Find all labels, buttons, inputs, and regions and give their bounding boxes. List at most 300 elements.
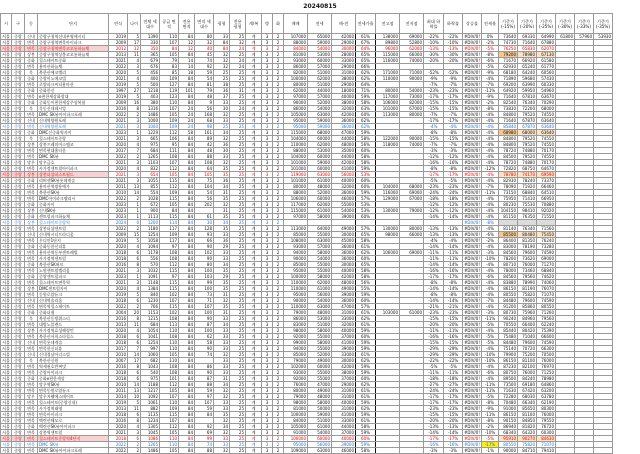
table-cell[interactable]: 35 bbox=[214, 166, 230, 172]
table-cell[interactable]: 계 bbox=[246, 286, 262, 292]
table-cell[interactable]: 78780 bbox=[499, 172, 518, 178]
table-cell[interactable]: 2022 bbox=[109, 442, 128, 448]
column-header[interactable]: 기준가 (-25%) bbox=[537, 14, 556, 34]
table-cell[interactable]: 84000 bbox=[284, 418, 308, 424]
table-cell[interactable]: -15% bbox=[444, 316, 463, 322]
table-cell[interactable]: 36000 bbox=[332, 244, 356, 250]
table-cell[interactable]: 109000 bbox=[284, 448, 308, 454]
table-cell[interactable]: -29% bbox=[444, 352, 463, 358]
table-cell[interactable]: #DIV/0! bbox=[464, 88, 480, 93]
column-header[interactable]: 나이 bbox=[128, 14, 141, 34]
table-cell[interactable]: 면목아이파크 bbox=[38, 412, 109, 418]
table-cell[interactable]: 66000 bbox=[400, 232, 424, 238]
table-cell[interactable]: 75820 bbox=[518, 292, 537, 298]
table-cell[interactable]: 90000 bbox=[400, 136, 424, 142]
table-cell[interactable]: 계 bbox=[246, 268, 262, 274]
table-cell[interactable]: 계 bbox=[246, 124, 262, 130]
table-cell[interactable]: 100000 bbox=[284, 436, 308, 442]
table-cell[interactable]: 84 bbox=[179, 382, 195, 388]
table-cell[interactable]: #DIV/0! bbox=[464, 148, 480, 153]
table-cell[interactable]: -11% bbox=[482, 316, 499, 322]
table-cell[interactable]: 1178 bbox=[141, 250, 160, 256]
table-cell[interactable]: -5% bbox=[424, 364, 444, 370]
table-cell[interactable]: 31 bbox=[214, 310, 230, 316]
table-cell[interactable]: 62070 bbox=[537, 46, 556, 52]
table-cell[interactable]: -3% bbox=[482, 250, 499, 256]
table-cell[interactable]: 79520 bbox=[518, 112, 537, 118]
table-cell[interactable]: -11% bbox=[444, 328, 463, 334]
table-cell[interactable]: 59% bbox=[356, 346, 376, 352]
table-cell[interactable]: 2013 bbox=[109, 406, 128, 412]
table-cell[interactable]: 67880 bbox=[537, 40, 556, 46]
table-cell[interactable]: 100 bbox=[195, 268, 214, 274]
table-cell[interactable]: 84710 bbox=[518, 448, 537, 454]
table-cell[interactable]: 60000 bbox=[308, 166, 332, 172]
table-cell[interactable]: #DIV/0! bbox=[464, 322, 480, 327]
table-cell[interactable]: 중랑 bbox=[12, 274, 25, 280]
table-cell[interactable]: 80550 bbox=[499, 292, 518, 298]
table-cell[interactable]: 2 bbox=[273, 358, 284, 364]
table-cell[interactable]: 2 bbox=[128, 226, 141, 232]
table-cell[interactable]: 44000 bbox=[332, 424, 356, 430]
table-cell[interactable]: 20 bbox=[128, 310, 141, 316]
table-cell[interactable]: -4% bbox=[424, 124, 444, 130]
table-cell[interactable]: 중랑 bbox=[12, 46, 25, 52]
table-cell[interactable]: 2 bbox=[273, 172, 284, 178]
table-cell[interactable]: 2011 bbox=[109, 388, 128, 394]
table-cell[interactable]: -8% bbox=[444, 166, 463, 172]
table-cell[interactable]: 44000 bbox=[332, 136, 356, 142]
table-cell[interactable]: 74060 bbox=[537, 280, 556, 286]
table-cell[interactable]: 중화 bbox=[25, 274, 38, 280]
table-cell[interactable]: 98410 bbox=[518, 208, 537, 214]
table-cell[interactable]: 74550 bbox=[537, 142, 556, 148]
table-cell[interactable]: 36000 bbox=[332, 256, 356, 262]
table-cell[interactable]: #DIV/0! bbox=[464, 112, 480, 117]
table-cell[interactable]: 서울 bbox=[2, 250, 10, 255]
table-cell[interactable]: 92 bbox=[195, 64, 214, 70]
table-cell[interactable]: 2 bbox=[273, 256, 284, 262]
table-cell[interactable]: 상봉역센트럴 bbox=[38, 430, 109, 436]
table-cell[interactable]: #DIV/0! bbox=[464, 340, 480, 345]
table-cell[interactable]: 84 bbox=[179, 310, 195, 316]
table-cell[interactable]: -7% bbox=[424, 142, 444, 148]
table-cell[interactable]: 73830 bbox=[499, 106, 518, 112]
table-cell[interactable]: 3 bbox=[262, 196, 273, 202]
table-cell[interactable]: 서울 bbox=[2, 292, 10, 297]
table-cell[interactable]: 73460 bbox=[518, 268, 537, 274]
table-cell[interactable]: 68980 bbox=[499, 130, 518, 136]
table-cell[interactable]: 32 bbox=[214, 418, 230, 424]
table-cell[interactable]: #DIV/0! bbox=[464, 346, 480, 351]
table-cell[interactable]: 12 bbox=[128, 46, 141, 52]
table-cell[interactable]: 25 bbox=[230, 388, 246, 394]
table-cell[interactable]: 97 bbox=[160, 244, 179, 250]
table-cell[interactable]: -15% bbox=[444, 136, 463, 142]
table-cell[interactable]: -15% bbox=[424, 106, 444, 112]
table-cell[interactable]: 3 bbox=[262, 178, 273, 184]
table-cell[interactable]: 3 bbox=[262, 280, 273, 286]
table-cell[interactable]: 2 bbox=[273, 208, 284, 214]
table-cell[interactable]: 계 bbox=[246, 292, 262, 298]
table-cell[interactable]: 71640 bbox=[499, 118, 518, 124]
table-cell[interactable]: 53000 bbox=[308, 148, 332, 154]
table-cell[interactable]: 중랑 bbox=[12, 124, 25, 130]
table-cell[interactable]: -12% bbox=[424, 208, 444, 214]
table-cell[interactable]: 1390 bbox=[141, 34, 160, 40]
table-cell[interactable]: 7 bbox=[128, 346, 141, 352]
table-cell[interactable]: 면목 bbox=[25, 154, 38, 160]
table-cell[interactable]: 115 bbox=[160, 280, 179, 286]
table-cell[interactable]: 상봉 bbox=[25, 220, 38, 226]
table-cell[interactable]: 51000 bbox=[308, 82, 332, 88]
table-cell[interactable]: 67870 bbox=[518, 124, 537, 130]
table-cell[interactable]: 중화 bbox=[25, 100, 38, 106]
table-cell[interactable]: 68750 bbox=[518, 166, 537, 172]
table-cell[interactable]: #DIV/0! bbox=[464, 436, 480, 441]
table-cell[interactable]: 서울 bbox=[2, 352, 10, 357]
table-cell[interactable]: 106000 bbox=[376, 250, 400, 256]
table-cell[interactable]: 3 bbox=[262, 214, 273, 220]
table-cell[interactable]: 25 bbox=[230, 100, 246, 106]
table-cell[interactable]: 사가정역센트럴 bbox=[38, 256, 109, 262]
table-cell[interactable]: 면목 bbox=[25, 64, 38, 70]
table-cell[interactable]: -3% bbox=[424, 448, 444, 454]
table-cell[interactable]: -23% bbox=[444, 88, 463, 94]
table-cell[interactable]: 사가정역효성해링턴 bbox=[38, 328, 109, 334]
table-cell[interactable]: -4% bbox=[482, 76, 499, 82]
table-cell[interactable]: 신내SK뷰 bbox=[38, 208, 109, 214]
table-cell[interactable]: 3 bbox=[262, 358, 273, 364]
table-cell[interactable]: 2 bbox=[273, 82, 284, 88]
table-cell[interactable]: 32 bbox=[230, 40, 246, 46]
table-cell[interactable]: 500 bbox=[141, 82, 160, 88]
table-cell[interactable]: 1041 bbox=[141, 334, 160, 340]
table-cell[interactable]: 2022 bbox=[109, 196, 128, 202]
table-cell[interactable]: 신내경남아너스빌 bbox=[38, 352, 109, 358]
table-cell[interactable]: 계 bbox=[246, 346, 262, 352]
table-cell[interactable]: 37 bbox=[214, 94, 230, 100]
table-cell[interactable]: 신내 bbox=[25, 298, 38, 304]
table-cell[interactable]: 86400 bbox=[499, 238, 518, 244]
table-cell[interactable]: 62240 bbox=[537, 322, 556, 328]
table-cell[interactable]: 4 bbox=[128, 286, 141, 292]
table-cell[interactable]: -15% bbox=[424, 100, 444, 106]
table-cell[interactable]: 112 bbox=[160, 382, 179, 388]
table-cell[interactable]: 중랑 bbox=[12, 250, 25, 256]
table-cell[interactable]: 65240 bbox=[518, 64, 537, 70]
table-cell[interactable]: 29000 bbox=[332, 82, 356, 88]
table-cell[interactable]: #DIV/0! bbox=[464, 40, 480, 45]
table-cell[interactable]: 101000 bbox=[376, 106, 400, 112]
table-cell[interactable]: -29% bbox=[424, 352, 444, 358]
table-cell[interactable]: 3 bbox=[262, 184, 273, 190]
table-cell[interactable]: 중랑 bbox=[12, 244, 25, 250]
table-cell[interactable]: 80750 bbox=[499, 370, 518, 376]
column-header[interactable]: 단지 bbox=[38, 14, 109, 34]
table-cell[interactable]: 654 bbox=[141, 172, 160, 178]
table-cell[interactable]: 57% bbox=[356, 226, 376, 232]
table-cell[interactable]: 면목 bbox=[25, 196, 38, 202]
table-cell[interactable]: 힐스테이트중랑역4단지 bbox=[38, 436, 109, 442]
table-cell[interactable]: 71250 bbox=[537, 370, 556, 376]
table-cell[interactable]: 서울 bbox=[2, 298, 10, 303]
table-cell[interactable]: 103000 bbox=[376, 310, 400, 316]
table-cell[interactable]: -11% bbox=[482, 190, 499, 196]
table-cell[interactable]: 5 bbox=[128, 34, 141, 40]
table-cell[interactable]: -8% bbox=[482, 220, 499, 226]
table-cell[interactable]: -9% bbox=[444, 76, 463, 82]
table-cell[interactable]: 계 bbox=[246, 250, 262, 256]
table-cell[interactable]: 계 bbox=[246, 244, 262, 250]
table-cell[interactable]: 456 bbox=[141, 70, 160, 76]
table-cell[interactable]: 2 bbox=[273, 250, 284, 256]
table-cell[interactable]: 1305 bbox=[141, 424, 160, 430]
table-cell[interactable]: 33 bbox=[214, 232, 230, 238]
table-cell[interactable]: -15% bbox=[424, 136, 444, 142]
table-cell[interactable]: -4% bbox=[482, 346, 499, 352]
column-header[interactable]: 최대 하락률 bbox=[424, 14, 444, 34]
table-cell[interactable]: 4 bbox=[128, 424, 141, 430]
table-cell[interactable]: -8% bbox=[424, 166, 444, 172]
table-cell[interactable]: 97 bbox=[160, 274, 179, 280]
table-cell[interactable]: 108000 bbox=[284, 238, 308, 244]
table-cell[interactable]: 중화 bbox=[25, 310, 38, 316]
table-cell[interactable]: 89800 bbox=[376, 40, 400, 46]
table-cell[interactable]: 6 bbox=[128, 250, 141, 256]
table-cell[interactable]: 계 bbox=[246, 82, 262, 88]
table-cell[interactable]: 중화e편한세상 bbox=[38, 376, 109, 382]
table-cell[interactable]: 25 bbox=[230, 118, 246, 124]
table-cell[interactable]: 3 bbox=[262, 34, 273, 40]
table-cell[interactable]: 102 bbox=[160, 310, 179, 316]
table-cell[interactable]: 93000 bbox=[284, 244, 308, 250]
table-cell[interactable]: -17% bbox=[444, 400, 463, 406]
table-cell[interactable]: #DIV/0! bbox=[464, 430, 480, 435]
table-cell[interactable]: #DIV/0! bbox=[464, 76, 480, 81]
table-cell[interactable]: 3 bbox=[262, 436, 273, 442]
table-cell[interactable]: 80000 bbox=[400, 226, 424, 232]
table-cell[interactable]: #DIV/0! bbox=[464, 262, 480, 267]
table-cell[interactable]: 2020 bbox=[109, 286, 128, 292]
table-cell[interactable]: 127 bbox=[160, 82, 179, 88]
table-cell[interactable]: 3 bbox=[262, 364, 273, 370]
table-cell[interactable]: 46000 bbox=[332, 448, 356, 454]
table-cell[interactable]: 58% bbox=[356, 136, 376, 142]
table-cell[interactable]: 면목 bbox=[25, 448, 38, 454]
column-header[interactable]: 공급 면적 bbox=[160, 14, 179, 34]
table-cell[interactable]: 25 bbox=[230, 220, 246, 226]
table-cell[interactable]: 6 bbox=[128, 376, 141, 382]
table-cell[interactable]: -5% bbox=[482, 334, 499, 340]
table-cell[interactable]: 74550 bbox=[537, 136, 556, 142]
table-cell[interactable]: 서울 bbox=[2, 154, 10, 159]
table-cell[interactable]: 2 bbox=[273, 304, 284, 310]
table-cell[interactable]: #DIV/0! bbox=[464, 442, 480, 447]
column-header[interactable]: 하락률 bbox=[444, 14, 463, 34]
table-cell[interactable]: 서울 bbox=[2, 436, 10, 441]
table-cell[interactable]: -11% bbox=[424, 328, 444, 334]
table-cell[interactable]: 95000 bbox=[284, 118, 308, 124]
table-cell[interactable]: 1091 bbox=[141, 274, 160, 280]
table-cell[interactable]: 1316 bbox=[141, 106, 160, 112]
table-cell[interactable]: 109 bbox=[160, 232, 179, 238]
table-cell[interactable]: 2012 bbox=[109, 46, 128, 52]
table-cell[interactable]: 84 bbox=[179, 442, 195, 448]
table-cell[interactable]: 87 bbox=[195, 322, 214, 328]
table-cell[interactable]: 51000 bbox=[308, 418, 332, 424]
table-cell[interactable]: 11 bbox=[128, 322, 141, 328]
column-header[interactable]: 기준가 (-20%) bbox=[518, 14, 537, 34]
table-cell[interactable]: 85650 bbox=[518, 406, 537, 412]
table-cell[interactable]: 서울 bbox=[2, 418, 10, 423]
table-cell[interactable]: 31 bbox=[214, 292, 230, 298]
table-cell[interactable]: 84 bbox=[179, 154, 195, 160]
table-cell[interactable]: #DIV/0! bbox=[464, 238, 480, 243]
table-cell[interactable]: 중랑 bbox=[12, 376, 25, 382]
table-cell[interactable]: 2 bbox=[273, 436, 284, 442]
table-cell[interactable]: 4 bbox=[128, 76, 141, 82]
table-cell[interactable]: 31000 bbox=[332, 406, 356, 412]
table-cell[interactable]: 62000 bbox=[308, 76, 332, 82]
table-cell[interactable]: 66600 bbox=[537, 334, 556, 340]
table-cell[interactable]: 84 bbox=[179, 214, 195, 220]
table-cell[interactable]: 84 bbox=[179, 256, 195, 262]
table-cell[interactable]: 67130 bbox=[537, 52, 556, 58]
table-cell[interactable]: 25 bbox=[230, 160, 246, 166]
table-cell[interactable]: 힐스테이트중화 bbox=[38, 58, 109, 64]
table-cell[interactable]: 서울 bbox=[2, 40, 10, 45]
table-cell[interactable]: 25 bbox=[230, 136, 246, 142]
table-cell[interactable]: 54 bbox=[195, 190, 214, 196]
table-cell[interactable]: 1000 bbox=[141, 124, 160, 130]
table-cell[interactable]: 계 bbox=[246, 442, 262, 448]
table-cell[interactable]: 32 bbox=[214, 352, 230, 358]
table-cell[interactable]: -7% bbox=[444, 142, 463, 148]
table-cell[interactable]: -10% bbox=[444, 40, 463, 46]
table-cell[interactable]: 84 bbox=[179, 286, 195, 292]
table-cell[interactable]: 2021 bbox=[109, 172, 128, 178]
table-cell[interactable]: 서울 bbox=[2, 268, 10, 273]
table-cell[interactable]: 면목 bbox=[25, 82, 38, 88]
table-cell[interactable]: 66920 bbox=[518, 58, 537, 64]
table-cell[interactable]: 중랑 bbox=[12, 304, 25, 310]
table-cell[interactable]: -4% bbox=[482, 268, 499, 274]
table-cell[interactable]: 61000 bbox=[308, 178, 332, 184]
table-cell[interactable]: -14% bbox=[424, 430, 444, 436]
table-row[interactable] bbox=[1, 448, 613, 454]
table-cell[interactable]: 3 bbox=[262, 40, 273, 46]
table-cell[interactable]: 32 bbox=[214, 430, 230, 436]
table-cell[interactable]: 79 bbox=[195, 88, 214, 94]
table-cell[interactable]: 85000 bbox=[284, 232, 308, 238]
table-cell[interactable]: 105 bbox=[195, 172, 214, 178]
table-cell[interactable]: 85 bbox=[160, 70, 179, 76]
table-cell[interactable]: 32 bbox=[214, 160, 230, 166]
table-cell[interactable]: 2 bbox=[273, 370, 284, 376]
table-cell[interactable]: 832 bbox=[141, 166, 160, 172]
table-cell[interactable]: 71920 bbox=[518, 184, 537, 190]
table-cell[interactable]: 48000 bbox=[308, 310, 332, 316]
table-cell[interactable]: 신내역솔리움 bbox=[38, 298, 109, 304]
table-cell[interactable]: 계 bbox=[246, 106, 262, 112]
table-cell[interactable]: -4% bbox=[482, 214, 499, 220]
table-cell[interactable]: 36000 bbox=[332, 118, 356, 124]
table-cell[interactable]: 중랑 bbox=[12, 442, 25, 448]
table-cell[interactable]: 84850 bbox=[518, 418, 537, 424]
table-cell[interactable]: 665 bbox=[141, 136, 160, 142]
table-cell[interactable]: 59% bbox=[356, 328, 376, 334]
table-cell[interactable]: #DIV/0! bbox=[464, 292, 480, 297]
table-cell[interactable]: 노원센트럴엘리움 bbox=[38, 268, 109, 274]
table-cell[interactable]: 66 bbox=[195, 238, 214, 244]
table-cell[interactable]: 95910 bbox=[499, 436, 518, 442]
table-cell[interactable]: 84 bbox=[179, 436, 195, 442]
table-cell[interactable]: 중랑 bbox=[12, 286, 25, 292]
table-cell[interactable]: 67% bbox=[356, 40, 376, 46]
table-cell[interactable]: 62% bbox=[356, 358, 376, 364]
table-cell[interactable]: 2 bbox=[273, 280, 284, 286]
table-cell[interactable]: 계 bbox=[246, 424, 262, 430]
table-cell[interactable]: 2021 bbox=[109, 76, 128, 82]
table-cell[interactable]: 32 bbox=[214, 394, 230, 400]
table-cell[interactable]: 65830 bbox=[518, 46, 537, 52]
table-cell[interactable]: 60% bbox=[356, 256, 376, 262]
table-cell[interactable]: 2019 bbox=[109, 82, 128, 88]
table-cell[interactable]: 서울 bbox=[2, 358, 10, 363]
table-cell[interactable]: 2020 bbox=[109, 328, 128, 334]
table-cell[interactable]: 용마산역동부센트레빌 bbox=[38, 250, 109, 256]
table-cell[interactable]: 3 bbox=[262, 322, 273, 328]
table-cell[interactable]: #DIV/0! bbox=[464, 256, 480, 261]
table-cell[interactable]: 35 bbox=[214, 280, 230, 286]
table-cell[interactable]: 6 bbox=[128, 436, 141, 442]
table-cell[interactable]: 69000 bbox=[400, 34, 424, 40]
column-header[interactable]: 전세 bbox=[308, 14, 332, 34]
table-cell[interactable]: 56% bbox=[356, 142, 376, 148]
table-cell[interactable]: 25 bbox=[230, 208, 246, 214]
table-cell[interactable]: 76000 bbox=[537, 412, 556, 418]
table-cell[interactable]: #DIV/0! bbox=[464, 298, 480, 303]
table-cell[interactable]: 33 bbox=[214, 370, 230, 376]
table-cell[interactable]: 111 bbox=[160, 148, 179, 154]
table-cell[interactable]: 3 bbox=[262, 124, 273, 130]
table-cell[interactable]: 중랑아이파크 bbox=[38, 370, 109, 376]
table-cell[interactable]: #DIV/0! bbox=[464, 232, 480, 237]
table-cell[interactable]: #DIV/0! bbox=[464, 82, 480, 87]
table-cell[interactable]: 중랑 bbox=[12, 184, 25, 190]
table-cell[interactable]: 2010 bbox=[109, 352, 128, 358]
table-cell[interactable]: 68 bbox=[195, 118, 214, 124]
table-cell[interactable]: 63640 bbox=[537, 130, 556, 136]
table-cell[interactable]: 3 bbox=[262, 46, 273, 52]
table-cell[interactable]: 중화동한신더휴 bbox=[38, 244, 109, 250]
column-header[interactable]: 전저점 bbox=[400, 14, 424, 34]
table-cell[interactable]: #DIV/0! bbox=[464, 208, 480, 213]
table-cell[interactable]: 계 bbox=[246, 172, 262, 178]
table-cell[interactable]: 3 bbox=[262, 376, 273, 382]
table-cell[interactable]: 47000 bbox=[308, 382, 332, 388]
table-cell[interactable]: 69180 bbox=[518, 382, 537, 388]
table-cell[interactable]: 2 bbox=[273, 154, 284, 160]
table-cell[interactable]: 84480 bbox=[499, 340, 518, 346]
table-cell[interactable]: -17% bbox=[444, 274, 463, 280]
table-cell[interactable]: 32000 bbox=[332, 184, 356, 190]
table-cell[interactable]: 중랑 bbox=[12, 268, 25, 274]
table-cell[interactable]: 81140 bbox=[499, 226, 518, 232]
table-cell[interactable]: -4% bbox=[482, 328, 499, 334]
table-cell[interactable]: 75390 bbox=[537, 328, 556, 334]
